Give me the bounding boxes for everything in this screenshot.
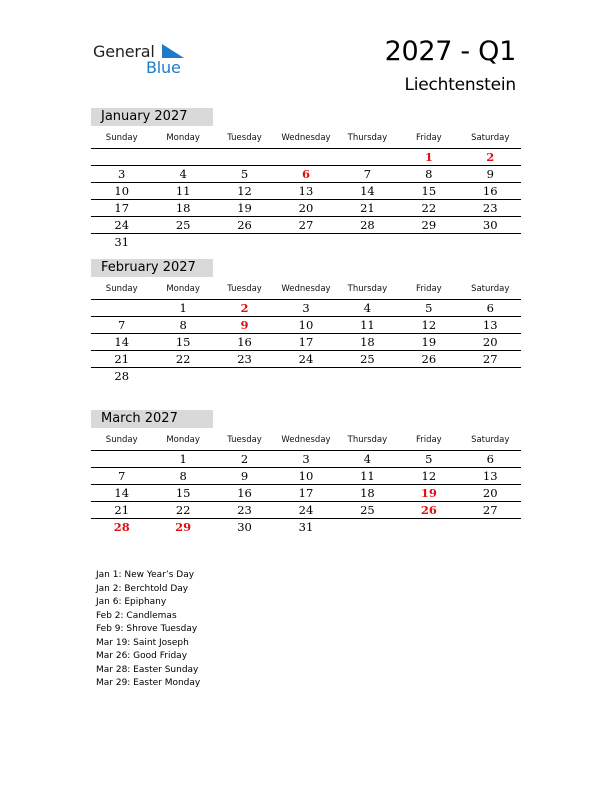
day-cell: 19 [237, 201, 252, 215]
day-cell: 28 [114, 369, 130, 383]
weekday-header: Wednesday [281, 435, 331, 445]
weekday-header: Friday [415, 435, 442, 445]
day-cell [337, 519, 398, 535]
day-cell: 8 [425, 167, 433, 181]
day-cell: 15 [175, 335, 191, 349]
day-cell: 12 [237, 184, 252, 198]
weekday-header-row [91, 433, 521, 451]
weekday-header: Tuesday [227, 435, 262, 445]
day-cell: 9 [486, 167, 494, 181]
day-cell [214, 368, 275, 384]
day-cell [275, 149, 336, 165]
day-cell: 9 [240, 469, 249, 483]
day-cell [460, 234, 521, 250]
logo-triangle-icon [162, 44, 184, 58]
day-cell: 13 [298, 184, 314, 198]
day-cell: 1 [179, 301, 187, 315]
week-row [91, 149, 521, 166]
holiday-day-cell: 2 [486, 150, 495, 164]
holiday-day-cell: 9 [240, 318, 249, 332]
day-cell: 31 [114, 235, 130, 249]
holiday-day-cell: 29 [175, 520, 192, 534]
day-cell: 6 [486, 452, 494, 466]
day-cell: 6 [486, 301, 494, 315]
holiday-item: Jan 6: Epiphany [96, 597, 167, 607]
weekday-header: Saturday [471, 284, 510, 294]
weekday-header: Thursday [347, 435, 388, 445]
day-cell: 30 [482, 218, 498, 232]
weekday-header: Wednesday [281, 133, 331, 143]
day-cell: 21 [360, 201, 375, 215]
day-cell: 20 [298, 201, 314, 215]
holiday-item: Mar 28: Easter Sunday [96, 664, 199, 675]
day-cell: 14 [114, 335, 130, 349]
day-cell: 12 [421, 318, 437, 332]
day-cell [398, 519, 459, 535]
day-cell: 11 [360, 469, 375, 483]
weekday-header: Sunday [105, 284, 138, 294]
day-cell: 22 [421, 201, 437, 215]
day-cell [152, 368, 213, 384]
day-cell [398, 234, 459, 250]
month-march [91, 410, 521, 535]
day-cell: 11 [175, 184, 191, 198]
weekday-header: Saturday [471, 435, 510, 445]
day-cell: 25 [360, 503, 375, 517]
weekday-header: Monday [166, 284, 200, 294]
day-cell: 17 [298, 335, 314, 349]
week-row [91, 300, 521, 317]
week-row [91, 485, 521, 502]
month-label: January 2027 [91, 108, 213, 126]
day-cell: 7 [363, 167, 372, 181]
week-row [91, 234, 521, 250]
day-cell [275, 234, 336, 250]
country-name: Liechtenstein [404, 75, 516, 95]
holiday-item: Jan 2: Berchtold Day [96, 583, 189, 594]
day-cell: 21 [114, 352, 130, 366]
holiday-item: Mar 29: Easter Monday [96, 678, 201, 688]
day-cell: 18 [175, 201, 191, 215]
week-row [91, 502, 521, 519]
holiday-day-cell: 26 [420, 503, 437, 517]
day-cell: 27 [482, 352, 498, 366]
day-cell: 15 [175, 486, 191, 500]
day-cell: 18 [360, 486, 375, 500]
day-cell [91, 451, 152, 467]
weekday-header: Tuesday [227, 133, 262, 143]
day-cell: 12 [421, 469, 437, 483]
month-label: March 2027 [91, 410, 213, 428]
weekday-header: Monday [166, 435, 200, 445]
day-cell: 13 [482, 469, 498, 483]
day-cell: 24 [298, 503, 314, 517]
day-cell: 7 [118, 318, 126, 332]
month-february [91, 259, 521, 384]
day-cell [214, 149, 275, 165]
day-cell: 26 [237, 218, 252, 232]
day-cell [91, 300, 152, 316]
day-cell: 5 [425, 301, 433, 315]
day-cell: 10 [298, 469, 314, 483]
day-cell: 11 [360, 318, 375, 332]
day-cell: 3 [302, 452, 310, 466]
day-cell [337, 149, 398, 165]
logo-blue-text: Blue [146, 58, 181, 77]
day-cell [460, 519, 521, 535]
day-cell [152, 234, 213, 250]
day-cell: 7 [118, 469, 126, 483]
weekday-header: Monday [166, 133, 200, 143]
day-cell: 21 [114, 503, 130, 517]
day-cell: 22 [175, 503, 191, 517]
holiday-day-cell: 6 [301, 167, 310, 181]
day-cell [337, 234, 398, 250]
day-cell: 5 [240, 167, 249, 181]
day-cell: 16 [237, 335, 252, 349]
day-cell [275, 368, 336, 384]
day-cell: 4 [179, 167, 187, 181]
week-row [91, 200, 521, 217]
day-cell: 14 [114, 486, 130, 500]
week-row [91, 451, 521, 468]
day-cell: 30 [237, 520, 252, 534]
weekday-header: Friday [415, 284, 442, 294]
day-cell [152, 149, 213, 165]
day-cell: 18 [360, 335, 375, 349]
logo [93, 40, 193, 80]
weekday-header: Tuesday [227, 284, 262, 294]
day-cell: 23 [237, 352, 252, 366]
holiday-day-cell: 1 [424, 150, 433, 164]
month-label: February 2027 [91, 259, 213, 277]
day-cell: 8 [179, 318, 187, 332]
weekday-header: Saturday [471, 133, 510, 143]
weekday-header-row [91, 282, 521, 300]
day-cell [91, 149, 152, 165]
day-cell: 24 [298, 352, 314, 366]
weekday-header: Sunday [105, 435, 138, 445]
weekday-header: Friday [415, 133, 442, 143]
day-cell: 17 [298, 486, 314, 500]
holiday-item: Jan 1: New Year’s Day [96, 570, 195, 580]
month-january [91, 108, 521, 250]
week-row [91, 317, 521, 334]
day-cell: 22 [175, 352, 191, 366]
week-row [91, 468, 521, 485]
week-row [91, 217, 521, 234]
holiday-list [96, 569, 200, 691]
day-cell: 27 [298, 218, 314, 232]
day-cell: 16 [237, 486, 252, 500]
holiday-day-cell: 2 [240, 301, 249, 315]
day-cell: 26 [421, 352, 437, 366]
day-cell: 4 [363, 301, 372, 315]
day-cell [214, 234, 275, 250]
holiday-day-cell: 28 [113, 520, 130, 534]
holiday-item: Mar 26: Good Friday [96, 651, 188, 661]
holiday-item: Mar 19: Saint Joseph [96, 637, 189, 648]
day-cell: 13 [482, 318, 498, 332]
day-cell: 17 [114, 201, 130, 215]
day-cell: 25 [175, 218, 191, 232]
week-row [91, 519, 521, 535]
day-cell: 10 [114, 184, 130, 198]
day-cell: 5 [425, 452, 433, 466]
weekday-header: Thursday [347, 284, 388, 294]
day-cell: 15 [421, 184, 437, 198]
day-cell: 20 [482, 486, 498, 500]
day-cell: 20 [482, 335, 498, 349]
page-title: 2027 - Q1 [384, 36, 516, 67]
day-cell [337, 368, 398, 384]
weekday-header: Thursday [347, 133, 388, 143]
week-row [91, 334, 521, 351]
day-cell: 2 [240, 452, 249, 466]
day-cell: 29 [421, 218, 437, 232]
day-cell: 19 [421, 335, 437, 349]
day-cell: 4 [363, 452, 372, 466]
day-cell: 3 [118, 167, 126, 181]
holiday-item: Feb 9: Shrove Tuesday [96, 624, 198, 634]
week-row [91, 183, 521, 200]
weekday-header: Sunday [105, 133, 138, 143]
day-cell: 14 [360, 184, 375, 198]
day-cell [460, 368, 521, 384]
day-cell: 3 [302, 301, 310, 315]
week-row [91, 166, 521, 183]
logo-general-text: General [93, 42, 155, 61]
day-cell: 23 [482, 201, 498, 215]
day-cell: 1 [179, 452, 187, 466]
day-cell: 25 [360, 352, 375, 366]
weekday-header: Wednesday [281, 284, 331, 294]
holiday-item: Feb 2: Candlemas [96, 610, 177, 621]
day-cell: 8 [179, 469, 187, 483]
week-row [91, 368, 521, 384]
day-cell: 27 [482, 503, 498, 517]
day-cell: 10 [298, 318, 314, 332]
day-cell: 24 [114, 218, 130, 232]
day-cell [398, 368, 459, 384]
weekday-header-row [91, 131, 521, 149]
day-cell: 16 [482, 184, 498, 198]
day-cell: 31 [298, 520, 314, 534]
day-cell: 28 [360, 218, 375, 232]
day-cell: 23 [237, 503, 252, 517]
holiday-day-cell: 19 [420, 486, 437, 500]
week-row [91, 351, 521, 368]
